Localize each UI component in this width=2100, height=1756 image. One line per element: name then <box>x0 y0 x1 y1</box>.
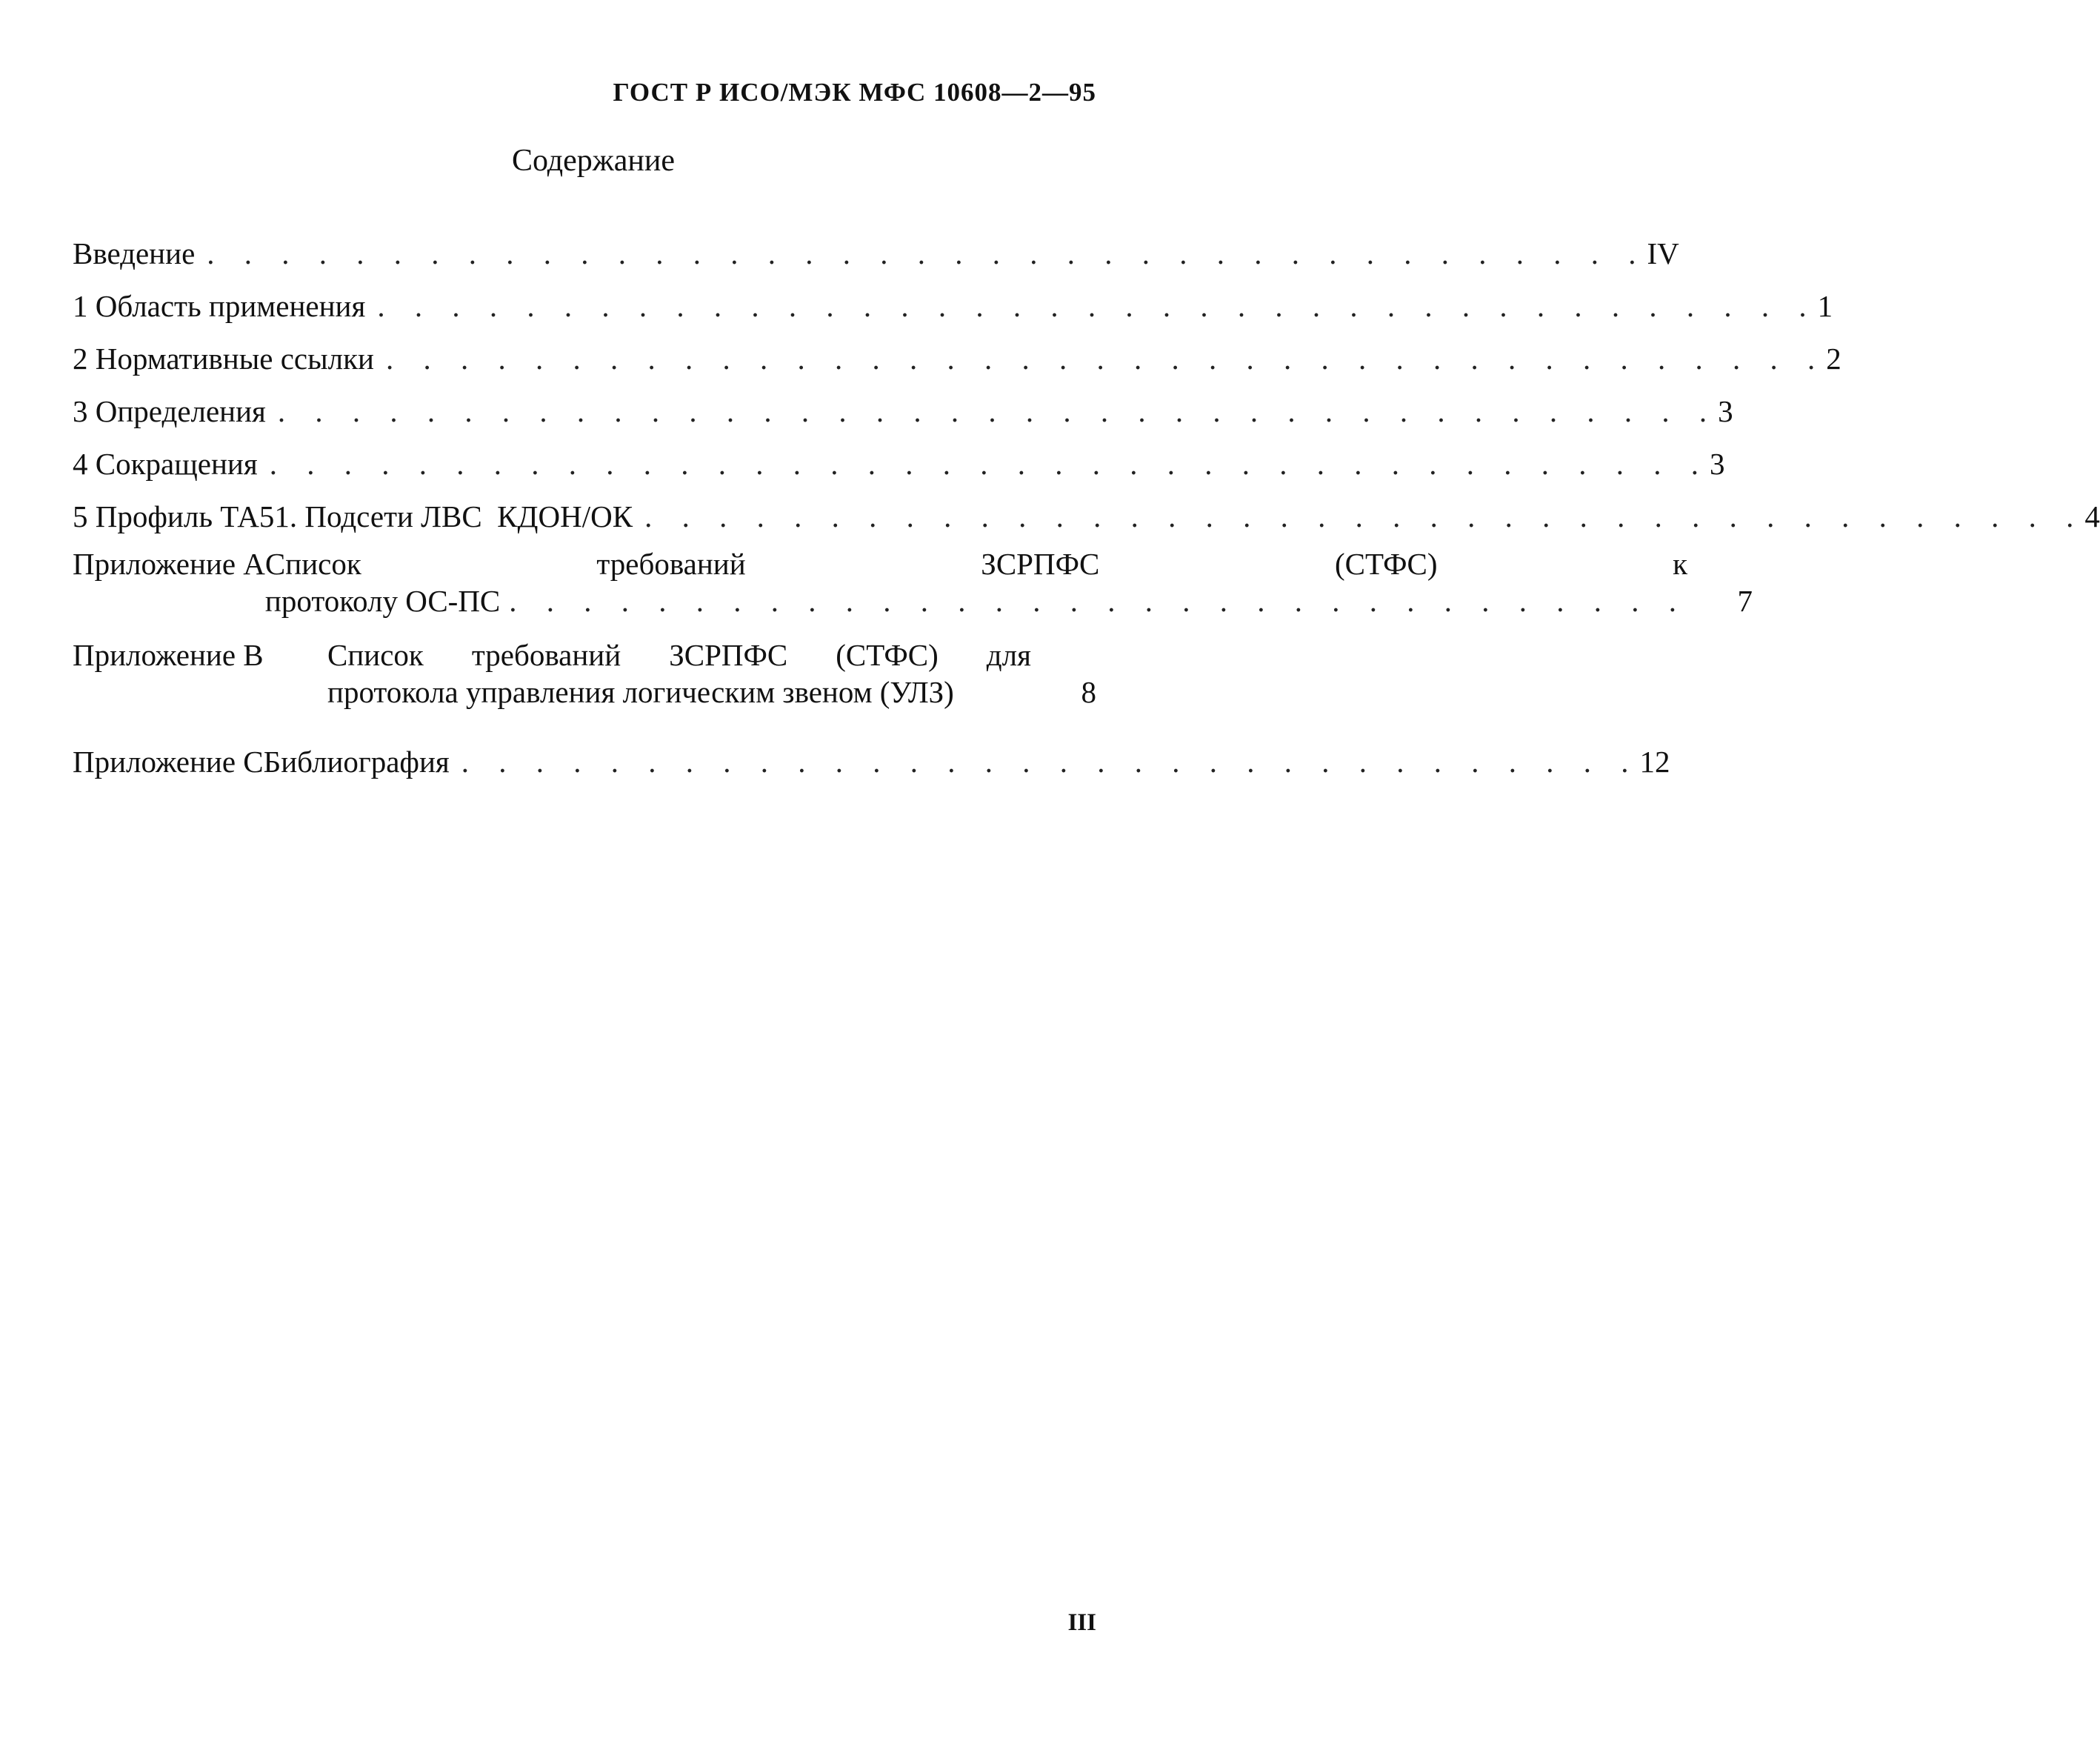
toc-entry-page: 4 <box>2084 499 2100 533</box>
appendix-prefix: Приложение А <box>73 547 265 581</box>
toc-appendix-c[interactable] <box>73 728 1670 780</box>
dot-leader: . . . . . . . . . . . . . . . . . . . . . . . . . . . . . . . . <box>509 584 1688 618</box>
toc-entry-label: 4 Сокращения <box>73 445 270 482</box>
appendix-prefix: Приложение С <box>73 745 264 779</box>
toc-entry-label: 3 Определения <box>73 393 278 430</box>
toc-entry[interactable] <box>73 325 1841 377</box>
toc-entry[interactable] <box>73 482 2100 535</box>
dot-leader: . . . . . . . . . . . . . . . . . . . . . . . . . . . . . . . . . . . . . . . <box>377 289 1818 323</box>
appendix-title-line2: протоколу ОС-ПС <box>265 582 509 619</box>
appendix-word: ЗСРПФС <box>981 547 1100 581</box>
toc-entry[interactable] <box>73 377 1733 430</box>
toc-entry[interactable] <box>73 219 1679 272</box>
toc-entry[interactable] <box>73 430 1725 482</box>
toc-entry-page: 12 <box>1639 745 1670 779</box>
toc-entry-label: 2 Нормативные ссылки <box>73 340 386 377</box>
toc-entry-page: 3 <box>1709 447 1725 481</box>
page-number: III <box>1067 1609 1096 1636</box>
appendix-title-line1 <box>265 545 1753 582</box>
toc-entry-page: 2 <box>1826 342 1841 376</box>
toc-entry-page: 7 <box>1737 584 1753 618</box>
toc-entry-label: 5 Профиль ТА51. Подсети ЛВС КДОН/ОК <box>73 498 644 535</box>
toc-entry-page: IV <box>1647 236 1679 270</box>
table-of-contents <box>73 219 2100 780</box>
toc-appendix-a[interactable] <box>73 545 1753 636</box>
toc-entry-page: 1 <box>1817 289 1833 323</box>
appendix-title-line2: протокола управления логическим звеном (УЛЗ) <box>327 674 1031 711</box>
toc-entry-page: 3 <box>1718 394 1733 428</box>
dot-leader: . . . . . . . . . . . . . . . . . . . . . . . . . . . . . . . . <box>461 745 1640 779</box>
document-code-header: ГОСТ Р ИСО/МЭК МФС 10608—2—95 <box>613 78 1096 107</box>
appendix-prefix: Приложение В <box>73 638 264 672</box>
dot-leader: . . . . . . . . . . . . . . . . . . . . . . . . . . . . . . . . . . . . . . . <box>207 236 1647 270</box>
appendix-word: Список <box>327 638 424 672</box>
toc-title: Содержание <box>511 144 676 178</box>
toc-entry-page: 8 <box>1081 675 1096 709</box>
appendix-word: Список <box>264 547 361 581</box>
toc-appendix-b[interactable] <box>73 636 1096 728</box>
appendix-title-line1 <box>327 636 1096 674</box>
dot-leader: . . . . . . . . . . . . . . . . . . . . . . . . . . . . . . . . . . . . . . . <box>277 394 1719 428</box>
appendix-word: (СТФС) <box>836 638 939 672</box>
appendix-word: для <box>986 638 1031 672</box>
dot-leader: . . . . . . . . . . . . . . . . . . . . . . . . . . . . . . . . . . . . . . . <box>644 499 2085 533</box>
dot-leader: . . . . . . . . . . . . . . . . . . . . . . . . . . . . . . . . . . . . . . . <box>269 447 1710 481</box>
dot-leader: . . . . . . . . . . . . . . . . . . . . . . . . . . . . . . . . . . . . . . . <box>385 342 1827 376</box>
appendix-word: требований <box>471 638 621 672</box>
appendix-word: к <box>1673 547 1687 581</box>
toc-entry-label: 1 Область применения <box>73 287 377 325</box>
appendix-word: ЗСРПФС <box>669 638 788 672</box>
appendix-word: (СТФС) <box>1334 547 1438 581</box>
toc-entry-label: Введение <box>73 235 207 272</box>
appendix-title: Библиография <box>264 743 461 780</box>
toc-entry[interactable] <box>73 272 1833 325</box>
appendix-word: требований <box>596 547 746 581</box>
